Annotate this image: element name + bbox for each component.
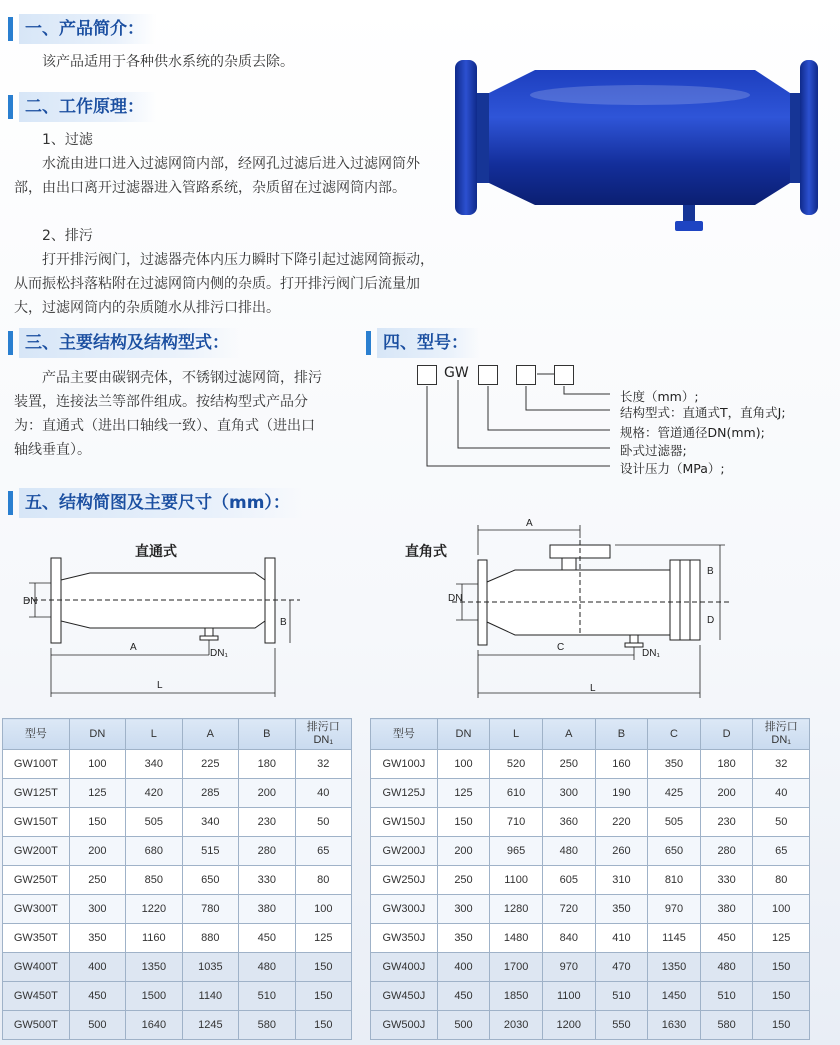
table-cell: 480 xyxy=(700,953,753,982)
table-cell: 100 xyxy=(69,750,125,779)
heading-accent-bar xyxy=(366,331,371,355)
table-cell: 350 xyxy=(437,924,490,953)
table-cell: 480 xyxy=(542,837,595,866)
table-cell: 150 xyxy=(295,982,351,1011)
table-cell: 350 xyxy=(69,924,125,953)
table-cell: GW250J xyxy=(371,866,438,895)
table-row xyxy=(3,982,352,1011)
table-header-cell: B xyxy=(239,719,295,750)
table-cell: 310 xyxy=(595,866,648,895)
table-cell: 970 xyxy=(648,895,701,924)
table-cell: 100 xyxy=(295,895,351,924)
table-header-cell: L xyxy=(126,719,183,750)
table-header-cell: C xyxy=(648,719,701,750)
table-cell: 1100 xyxy=(542,982,595,1011)
table-cell: 50 xyxy=(753,808,810,837)
heading-label: 三、主要结构及结构型式： xyxy=(19,328,241,358)
table-cell: 1220 xyxy=(126,895,183,924)
table-cell: 510 xyxy=(595,982,648,1011)
table-cell: 230 xyxy=(700,808,753,837)
spec-table-straight xyxy=(2,718,352,1040)
table-cell: 200 xyxy=(437,837,490,866)
table-cell: 850 xyxy=(126,866,183,895)
heading-label: 二、工作原理： xyxy=(19,92,156,122)
table-cell: 125 xyxy=(295,924,351,953)
table-cell: 180 xyxy=(700,750,753,779)
principle-item2-title: 2、排污 xyxy=(42,228,93,244)
table-cell: 520 xyxy=(490,750,543,779)
table-cell: 260 xyxy=(595,837,648,866)
table-cell: 1145 xyxy=(648,924,701,953)
table-cell: 510 xyxy=(700,982,753,1011)
table-cell: 65 xyxy=(753,837,810,866)
table-cell: 500 xyxy=(69,1011,125,1040)
table-cell: GW450J xyxy=(371,982,438,1011)
table-cell: 450 xyxy=(437,982,490,1011)
table-row xyxy=(371,953,810,982)
table-cell: 380 xyxy=(700,895,753,924)
table-cell: 100 xyxy=(753,895,810,924)
table-cell: 650 xyxy=(182,866,239,895)
table-cell: 1035 xyxy=(182,953,239,982)
table-cell: 610 xyxy=(490,779,543,808)
table-cell: 400 xyxy=(69,953,125,982)
section-heading-structure xyxy=(8,328,241,358)
table-row xyxy=(3,895,352,924)
section-heading-model xyxy=(366,328,480,358)
table-cell: 965 xyxy=(490,837,543,866)
table-cell: 1700 xyxy=(490,953,543,982)
table-cell: 300 xyxy=(69,895,125,924)
table-cell: GW350T xyxy=(3,924,70,953)
table-row xyxy=(3,924,352,953)
table-cell: 1200 xyxy=(542,1011,595,1040)
table-cell: 400 xyxy=(437,953,490,982)
table-row xyxy=(3,808,352,837)
table-row xyxy=(371,982,810,1011)
table-cell: 280 xyxy=(700,837,753,866)
table-cell: 450 xyxy=(700,924,753,953)
table-cell: 425 xyxy=(648,779,701,808)
table-cell: 160 xyxy=(595,750,648,779)
table-cell: GW400J xyxy=(371,953,438,982)
table-header-cell: L xyxy=(490,719,543,750)
table-cell: 150 xyxy=(437,808,490,837)
table-cell: 330 xyxy=(239,866,295,895)
table-cell: GW125J xyxy=(371,779,438,808)
diagram-angle-dn1-label: DN₁ xyxy=(642,648,660,659)
table-cell: 1630 xyxy=(648,1011,701,1040)
table-header-cell: 型号 xyxy=(3,719,70,750)
table-cell: 1245 xyxy=(182,1011,239,1040)
table-row xyxy=(371,779,810,808)
table-cell: 480 xyxy=(239,953,295,982)
table-cell: 80 xyxy=(753,866,810,895)
table-cell: 550 xyxy=(595,1011,648,1040)
table-cell: 40 xyxy=(295,779,351,808)
table-cell: 250 xyxy=(542,750,595,779)
table-row xyxy=(371,924,810,953)
diagram-angle-c-label: C xyxy=(557,642,565,653)
code-label-type: 结构型式：直通式T，直角式J; xyxy=(620,405,786,420)
table-cell: GW150T xyxy=(3,808,70,837)
table-cell: 285 xyxy=(182,779,239,808)
table-cell: 500 xyxy=(437,1011,490,1040)
table-cell: 650 xyxy=(648,837,701,866)
table-cell: 810 xyxy=(648,866,701,895)
table-cell: 150 xyxy=(295,1011,351,1040)
table-row xyxy=(371,750,810,779)
principle-item1-title: 1、过滤 xyxy=(42,132,93,148)
table-cell: 125 xyxy=(753,924,810,953)
table-cell: 230 xyxy=(239,808,295,837)
table-cell: 300 xyxy=(437,895,490,924)
table-cell: 150 xyxy=(295,953,351,982)
table-row xyxy=(3,866,352,895)
code-prefix: GW xyxy=(444,365,469,381)
table-cell: 1640 xyxy=(126,1011,183,1040)
table-row xyxy=(3,953,352,982)
table-row xyxy=(371,895,810,924)
table-cell: 150 xyxy=(753,1011,810,1040)
table-row xyxy=(371,866,810,895)
diagram-angle-d-label: D xyxy=(707,615,715,626)
table-cell: 450 xyxy=(69,982,125,1011)
table-cell: 1350 xyxy=(126,953,183,982)
table-row xyxy=(371,837,810,866)
table-cell: GW500J xyxy=(371,1011,438,1040)
diagram-straight-title: 直通式 xyxy=(135,544,177,560)
diagram-angle-title: 直角式 xyxy=(405,544,447,560)
diagram-straight-b-label: B xyxy=(280,617,287,628)
table-row xyxy=(3,779,352,808)
product-image xyxy=(450,55,820,240)
table-cell: 2030 xyxy=(490,1011,543,1040)
table-header-cell: DN xyxy=(437,719,490,750)
table-cell: 1450 xyxy=(648,982,701,1011)
table-cell: GW150J xyxy=(371,808,438,837)
diagram-angle-dn-label: DN xyxy=(448,593,463,604)
table-row xyxy=(3,837,352,866)
table-cell: 515 xyxy=(182,837,239,866)
table-cell: 840 xyxy=(542,924,595,953)
table-cell: 680 xyxy=(126,837,183,866)
table-cell: 505 xyxy=(648,808,701,837)
code-label-dn: 规格：管道通径DN(mm); xyxy=(620,425,765,440)
table-cell: 420 xyxy=(126,779,183,808)
heading-label: 四、型号： xyxy=(377,328,480,358)
table-cell: GW100J xyxy=(371,750,438,779)
table-cell: GW300T xyxy=(3,895,70,924)
table-cell: 360 xyxy=(542,808,595,837)
table-header-cell: A xyxy=(542,719,595,750)
table-header-row xyxy=(3,719,352,750)
code-label-horizontal: 卧式过滤器; xyxy=(620,443,687,458)
table-cell: 125 xyxy=(437,779,490,808)
table-cell: 32 xyxy=(295,750,351,779)
diagram-straight-dn1-label: DN₁ xyxy=(210,648,228,659)
table-cell: 720 xyxy=(542,895,595,924)
table-cell: 1850 xyxy=(490,982,543,1011)
table-cell: 280 xyxy=(239,837,295,866)
table-cell: GW200J xyxy=(371,837,438,866)
intro-text: 该产品适用于各种供水系统的杂质去除。 xyxy=(42,54,294,70)
table-cell: 505 xyxy=(126,808,183,837)
table-row xyxy=(371,808,810,837)
table-cell: 225 xyxy=(182,750,239,779)
table-header-cell: B xyxy=(595,719,648,750)
table-header-cell: D xyxy=(700,719,753,750)
table-cell: 380 xyxy=(239,895,295,924)
table-cell: 32 xyxy=(753,750,810,779)
table-cell: GW200T xyxy=(3,837,70,866)
table-cell: 50 xyxy=(295,808,351,837)
table-cell: 220 xyxy=(595,808,648,837)
section-heading-intro xyxy=(8,14,156,44)
diagram-angle-l-label: L xyxy=(590,683,596,694)
table-cell: 200 xyxy=(239,779,295,808)
heading-accent-bar xyxy=(8,95,13,119)
table-cell: 1350 xyxy=(648,953,701,982)
table-cell: 470 xyxy=(595,953,648,982)
table-cell: 150 xyxy=(753,982,810,1011)
table-cell: 605 xyxy=(542,866,595,895)
diagram-angle-b-label: B xyxy=(707,566,714,577)
table-cell: 200 xyxy=(700,779,753,808)
table-header-cell: 型号 xyxy=(371,719,438,750)
table-cell: 780 xyxy=(182,895,239,924)
table-cell: 300 xyxy=(542,779,595,808)
table-header-cell: DN xyxy=(69,719,125,750)
table-cell: 1480 xyxy=(490,924,543,953)
diagram-straight-a-label: A xyxy=(130,642,137,653)
table-cell: 1160 xyxy=(126,924,183,953)
table-cell: GW450T xyxy=(3,982,70,1011)
heading-label: 五、结构简图及主要尺寸（mm）： xyxy=(19,488,302,518)
table-cell: 350 xyxy=(595,895,648,924)
diagram-angle xyxy=(440,520,740,705)
principle-item2-text: 打开排污阀门，过滤器壳体内压力瞬时下降引起过滤网筒振动，从而振松抖落粘附在过滤网筒内侧的杂质。打开排污阀门后流量加大，过滤网筒内的杂质随水从排污口排出。 xyxy=(14,252,434,316)
table-cell: 190 xyxy=(595,779,648,808)
table-cell: 880 xyxy=(182,924,239,953)
table-cell: 510 xyxy=(239,982,295,1011)
table-header-cell: 排污口 DN₁ xyxy=(295,719,351,750)
diagram-straight-dn-label: DN xyxy=(23,596,38,607)
table-cell: 250 xyxy=(437,866,490,895)
diagram-straight-l-label: L xyxy=(157,680,163,691)
table-row xyxy=(3,1011,352,1040)
diagram-angle-a-label: A xyxy=(526,518,533,529)
table-cell: 250 xyxy=(69,866,125,895)
table-cell: 80 xyxy=(295,866,351,895)
heading-label: 一、产品简介： xyxy=(19,14,156,44)
table-row xyxy=(371,1011,810,1040)
table-cell: 1140 xyxy=(182,982,239,1011)
principle-item1-text: 水流由进口进入过滤网筒内部，经网孔过滤后进入过滤网筒外部，由出口离开过滤器进入管路系统，杂质留在过滤网筒内部。 xyxy=(14,156,420,196)
table-cell: 330 xyxy=(700,866,753,895)
table-cell: 340 xyxy=(126,750,183,779)
heading-accent-bar xyxy=(8,491,13,515)
structure-text: 产品主要由碳钢壳体，不锈钢过滤网筒，排污装置，连接法兰等部件组成。按结构型式产品分为：直通式（进出口轴线一致）、直角式（进出口轴线垂直）。 xyxy=(14,370,322,458)
table-cell: 710 xyxy=(490,808,543,837)
code-leader-lines xyxy=(410,360,620,475)
table-cell: 125 xyxy=(69,779,125,808)
table-cell: GW400T xyxy=(3,953,70,982)
table-cell: 1280 xyxy=(490,895,543,924)
table-cell: GW125T xyxy=(3,779,70,808)
table-cell: GW500T xyxy=(3,1011,70,1040)
table-cell: 580 xyxy=(700,1011,753,1040)
table-cell: GW300J xyxy=(371,895,438,924)
table-cell: 180 xyxy=(239,750,295,779)
heading-accent-bar xyxy=(8,17,13,41)
table-cell: GW250T xyxy=(3,866,70,895)
section-heading-dimensions xyxy=(8,488,302,518)
table-cell: 580 xyxy=(239,1011,295,1040)
table-header-row xyxy=(371,719,810,750)
table-cell: 410 xyxy=(595,924,648,953)
heading-accent-bar xyxy=(8,331,13,355)
section-heading-principle xyxy=(8,92,156,122)
table-cell: 970 xyxy=(542,953,595,982)
table-cell: GW100T xyxy=(3,750,70,779)
table-cell: 150 xyxy=(69,808,125,837)
table-header-cell: A xyxy=(182,719,239,750)
table-cell: 100 xyxy=(437,750,490,779)
code-label-length: 长度（mm）; xyxy=(620,389,699,404)
code-label-pressure: 设计压力（MPa）; xyxy=(620,461,725,476)
table-row xyxy=(3,750,352,779)
table-cell: GW350J xyxy=(371,924,438,953)
table-cell: 1500 xyxy=(126,982,183,1011)
spec-table-angle xyxy=(370,718,810,1040)
table-cell: 1100 xyxy=(490,866,543,895)
table-cell: 350 xyxy=(648,750,701,779)
table-cell: 450 xyxy=(239,924,295,953)
table-cell: 150 xyxy=(753,953,810,982)
table-cell: 200 xyxy=(69,837,125,866)
table-cell: 65 xyxy=(295,837,351,866)
table-cell: 40 xyxy=(753,779,810,808)
table-cell: 340 xyxy=(182,808,239,837)
table-header-cell: 排污口 DN₁ xyxy=(753,719,810,750)
